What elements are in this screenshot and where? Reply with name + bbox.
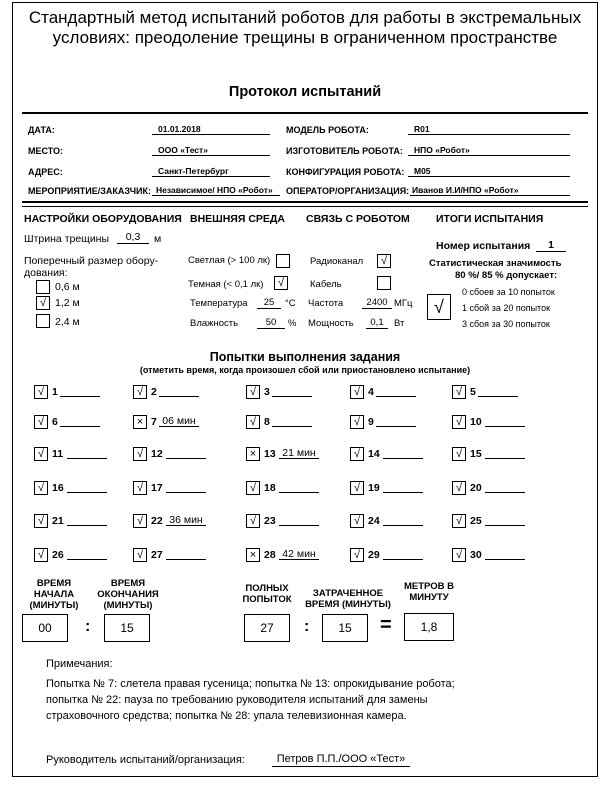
temperature-label: Температура bbox=[190, 298, 248, 309]
equipment-heading: НАСТРОЙКИ ОБОРУДОВАНИЯ bbox=[24, 213, 182, 225]
attempts-heading: Попытки выполнения задания bbox=[209, 350, 401, 364]
attempt-27-number: 27 bbox=[151, 549, 163, 561]
header-bottom-rule-thin bbox=[22, 206, 588, 207]
attempt-13-time[interactable]: 21 мин bbox=[279, 448, 319, 459]
attempt-12-time[interactable] bbox=[166, 448, 206, 459]
protocol-title: Протокол испытаний bbox=[228, 84, 382, 100]
attempt-28-time[interactable]: 42 мин bbox=[279, 549, 319, 560]
attempt-10-checkbox[interactable]: √ bbox=[452, 415, 466, 429]
frequency-value: 2400 bbox=[362, 297, 392, 309]
attempt-27-time[interactable] bbox=[166, 549, 206, 560]
attempt-19-checkbox[interactable]: √ bbox=[350, 481, 364, 495]
attempt-18-checkbox[interactable]: √ bbox=[246, 481, 260, 495]
stat-option-1: 0 сбоев за 10 попыток bbox=[462, 287, 555, 297]
attempt-4-time[interactable] bbox=[376, 386, 416, 397]
transverse-label-1: Поперечный размер обору- bbox=[24, 255, 159, 267]
stat-checkbox[interactable]: √ bbox=[427, 294, 451, 320]
end-time-label: ВРЕМЯ ОКОНЧАНИЯ (МИНУТЫ) bbox=[97, 578, 159, 611]
attempt-29-time[interactable] bbox=[383, 549, 423, 560]
operator-label: ОПЕРАТОР/ОРГАНИЗАЦИЯ: bbox=[286, 186, 410, 196]
attempt-5-time[interactable] bbox=[478, 386, 518, 397]
attempt-22-number: 22 bbox=[151, 515, 163, 527]
attempt-2-time[interactable] bbox=[159, 386, 199, 397]
attempt-6-checkbox[interactable]: √ bbox=[34, 415, 48, 429]
attempt-14-number: 14 bbox=[368, 448, 380, 460]
stat-option-2: 1 сбой за 20 попыток bbox=[462, 303, 551, 313]
radio-checkbox[interactable]: √ bbox=[377, 254, 391, 268]
stat-option-3: 3 сбоя за 30 попыток bbox=[462, 319, 550, 329]
attempt-20-number: 20 bbox=[470, 482, 482, 494]
attempt-8-time[interactable] bbox=[272, 416, 312, 427]
document-title: Стандартный метод испытаний роботов для работы в экстремальных условиях: преодоление трещины в ограниченном пространстве bbox=[28, 8, 582, 47]
size-1-2-checkbox[interactable]: √ bbox=[36, 296, 50, 310]
attempt-6-time[interactable] bbox=[60, 416, 100, 427]
attempt-24-checkbox[interactable]: √ bbox=[350, 514, 364, 528]
attempt-5-checkbox[interactable]: √ bbox=[452, 385, 466, 399]
attempt-17-time[interactable] bbox=[166, 482, 206, 493]
dark-checkbox[interactable]: √ bbox=[274, 276, 288, 290]
stat-label-2: 80 %/ 85 % допускает: bbox=[455, 270, 558, 281]
crack-width-value: 0,3 bbox=[117, 231, 149, 244]
attempt-26-time[interactable] bbox=[67, 549, 107, 560]
attempt-26-number: 26 bbox=[52, 549, 64, 561]
attempt-9-time[interactable] bbox=[376, 416, 416, 427]
supervisor-value: Петров П.П./ООО «Тест» bbox=[272, 752, 410, 767]
attempt-15-checkbox[interactable]: √ bbox=[452, 447, 466, 461]
attempt-10-number: 10 bbox=[470, 416, 482, 428]
results-heading: ИТОГИ ИСПЫТАНИЯ bbox=[436, 213, 544, 225]
time-colon: : bbox=[85, 618, 91, 635]
spent-time-box: 15 bbox=[322, 614, 368, 642]
attempt-21-time[interactable] bbox=[67, 515, 107, 526]
meters-per-minute-label: МЕТРОВ В МИНУТУ bbox=[403, 581, 454, 603]
environment-heading: ВНЕШНЯЯ СРЕДА bbox=[190, 213, 285, 225]
attempt-19-time[interactable] bbox=[383, 482, 423, 493]
comms-heading: СВЯЗЬ С РОБОТОМ bbox=[306, 213, 410, 225]
size-2-4-checkbox[interactable] bbox=[36, 314, 50, 328]
stat-label-1: Статистическая значимость bbox=[429, 258, 562, 269]
model-value: R01 bbox=[408, 124, 570, 135]
light-checkbox[interactable] bbox=[276, 254, 290, 268]
attempt-18-time[interactable] bbox=[279, 482, 319, 493]
attempt-7-number: 7 bbox=[151, 416, 157, 428]
attempt-30-checkbox[interactable]: √ bbox=[452, 548, 466, 562]
attempt-20-time[interactable] bbox=[485, 482, 525, 493]
spent-time-label: ЗАТРАЧЕННОЕ ВРЕМЯ (МИНУТЫ) bbox=[305, 588, 391, 610]
cable-checkbox[interactable] bbox=[377, 276, 391, 290]
attempt-6-number: 6 bbox=[52, 416, 58, 428]
humidity-label: Влажность bbox=[190, 318, 239, 329]
test-number-value: 1 bbox=[536, 239, 566, 252]
dark-label: Темная (< 0,1 лк) bbox=[188, 279, 264, 290]
notes-line-3: страховочного средства; попытка № 28: упала телевизионная камера. bbox=[46, 710, 407, 722]
attempt-12-checkbox[interactable]: √ bbox=[133, 447, 147, 461]
crack-width-unit: м bbox=[154, 233, 162, 245]
attempt-1-number: 1 bbox=[52, 386, 58, 398]
test-number-label: Номер испытания bbox=[436, 240, 531, 252]
attempt-18-number: 18 bbox=[264, 482, 276, 494]
attempt-3-time[interactable] bbox=[272, 386, 312, 397]
date-value: 01.01.2018 bbox=[152, 124, 270, 135]
attempt-19-number: 19 bbox=[368, 482, 380, 494]
attempt-25-number: 25 bbox=[470, 515, 482, 527]
equals-sign: = bbox=[380, 614, 392, 636]
attempt-26-checkbox[interactable]: √ bbox=[34, 548, 48, 562]
transverse-label-2: дования: bbox=[24, 267, 68, 279]
size-1-2-label: 1,2 м bbox=[55, 297, 80, 309]
model-label: МОДЕЛЬ РОБОТА: bbox=[286, 125, 369, 135]
attempt-11-checkbox[interactable]: √ bbox=[34, 447, 48, 461]
attempt-20-checkbox[interactable]: √ bbox=[452, 481, 466, 495]
attempt-12-number: 12 bbox=[151, 448, 163, 460]
start-time-label: ВРЕМЯ НАЧАЛА (МИНУТЫ) bbox=[29, 578, 79, 611]
frequency-unit: МГц bbox=[394, 298, 413, 309]
radio-label: Радиоканал bbox=[310, 256, 364, 267]
place-value: ООО «Тест» bbox=[152, 145, 270, 156]
attempt-25-checkbox[interactable]: √ bbox=[452, 514, 466, 528]
attempt-8-checkbox[interactable]: √ bbox=[246, 415, 260, 429]
maker-label: ИЗГОТОВИТЕЛЬ РОБОТА: bbox=[286, 146, 403, 156]
supervisor-label: Руководитель испытаний/организация: bbox=[46, 754, 245, 766]
attempt-30-number: 30 bbox=[470, 549, 482, 561]
meters-per-minute-box: 1,8 bbox=[404, 613, 454, 641]
attempt-10-time[interactable] bbox=[485, 416, 525, 427]
attempt-17-checkbox[interactable]: √ bbox=[133, 481, 147, 495]
notes-line-2: попытка № 22: пауза по требованию руководителя испытаний для замены bbox=[46, 694, 428, 706]
attempt-9-number: 9 bbox=[368, 416, 374, 428]
attempt-15-time[interactable] bbox=[485, 448, 525, 459]
end-time-box: 15 bbox=[104, 614, 150, 642]
attempt-2-number: 2 bbox=[151, 386, 157, 398]
attempt-16-number: 16 bbox=[52, 482, 64, 494]
attempt-23-checkbox[interactable]: √ bbox=[246, 514, 260, 528]
config-label: КОНФИГУРАЦИЯ РОБОТА: bbox=[286, 167, 405, 177]
size-2-4-label: 2,4 м bbox=[55, 316, 80, 328]
config-value: M05 bbox=[408, 166, 570, 177]
attempt-8-number: 8 bbox=[264, 416, 270, 428]
attempt-24-number: 24 bbox=[368, 515, 380, 527]
attempt-21-number: 21 bbox=[52, 515, 64, 527]
attempt-25-time[interactable] bbox=[485, 515, 525, 526]
humidity-value: 50 bbox=[257, 317, 285, 329]
full-attempts-label: ПОЛНЫХ ПОПЫТОК bbox=[242, 583, 292, 605]
header-top-rule bbox=[22, 112, 588, 114]
attempts-subheading: (отметить время, когда произошел сбой или приостановлено испытание) bbox=[139, 365, 471, 375]
attempt-5-number: 5 bbox=[470, 386, 476, 398]
event-label: МЕРОПРИЯТИЕ/ЗАКАЗЧИК: bbox=[28, 186, 151, 196]
crack-width-label: Штрина трещины bbox=[24, 233, 110, 245]
date-label: ДАТА: bbox=[28, 125, 55, 135]
humidity-unit: % bbox=[288, 318, 297, 329]
attempt-16-time[interactable] bbox=[67, 482, 107, 493]
attempt-14-checkbox[interactable]: √ bbox=[350, 447, 364, 461]
temperature-value: 25 bbox=[257, 297, 281, 309]
attempt-3-checkbox[interactable]: √ bbox=[246, 385, 260, 399]
attempt-16-checkbox[interactable]: √ bbox=[34, 481, 48, 495]
attempt-14-time[interactable] bbox=[383, 448, 423, 459]
size-0-6-label: 0,6 м bbox=[55, 281, 80, 293]
event-value: Независимое/ НПО «Робот» bbox=[152, 185, 280, 196]
attempt-27-checkbox[interactable]: √ bbox=[133, 548, 147, 562]
size-0-6-checkbox[interactable] bbox=[36, 280, 50, 294]
address-value: Санкт-Петербург bbox=[152, 166, 270, 177]
attempt-17-number: 17 bbox=[151, 482, 163, 494]
attempt-11-number: 11 bbox=[52, 448, 64, 460]
attempt-11-time[interactable] bbox=[67, 448, 107, 459]
place-label: МЕСТО: bbox=[28, 146, 64, 156]
attempt-9-checkbox[interactable]: √ bbox=[350, 415, 364, 429]
power-unit: Вт bbox=[394, 318, 405, 329]
attempt-24-time[interactable] bbox=[383, 515, 423, 526]
notes-heading: Примечания: bbox=[46, 658, 113, 670]
attempt-28-checkbox[interactable]: × bbox=[246, 548, 260, 562]
attempt-15-number: 15 bbox=[470, 448, 482, 460]
attempt-28-number: 28 bbox=[264, 549, 276, 561]
full-attempts-box: 27 bbox=[244, 614, 290, 642]
address-label: АДРЕС: bbox=[28, 167, 63, 177]
temperature-unit: °С bbox=[285, 298, 296, 309]
attempt-22-checkbox[interactable]: √ bbox=[133, 514, 147, 528]
attempt-21-checkbox[interactable]: √ bbox=[34, 514, 48, 528]
attempt-1-time[interactable] bbox=[60, 386, 100, 397]
start-time-box: 00 bbox=[22, 614, 68, 642]
attempt-13-checkbox[interactable]: × bbox=[246, 447, 260, 461]
header-bottom-rule bbox=[22, 201, 588, 203]
ratio-colon: : bbox=[304, 618, 310, 635]
maker-value: НПО «Робот» bbox=[408, 145, 570, 156]
attempt-1-checkbox[interactable]: √ bbox=[34, 385, 48, 399]
attempt-29-number: 29 bbox=[368, 549, 380, 561]
attempt-23-number: 23 bbox=[264, 515, 276, 527]
light-label: Светлая (> 100 лк) bbox=[188, 255, 271, 266]
attempt-7-time[interactable]: 06 мин bbox=[159, 416, 199, 427]
attempt-30-time[interactable] bbox=[485, 549, 525, 560]
attempt-2-checkbox[interactable]: √ bbox=[133, 385, 147, 399]
cable-label: Кабель bbox=[310, 279, 342, 290]
frequency-label: Частота bbox=[308, 298, 344, 309]
attempt-4-checkbox[interactable]: √ bbox=[350, 385, 364, 399]
attempt-3-number: 3 bbox=[264, 386, 270, 398]
attempt-13-number: 13 bbox=[264, 448, 276, 460]
attempt-4-number: 4 bbox=[368, 386, 374, 398]
operator-value: Иванов И.И/НПО «Робот» bbox=[410, 185, 570, 196]
attempt-29-checkbox[interactable]: √ bbox=[350, 548, 364, 562]
attempt-22-time[interactable]: 36 мин bbox=[166, 515, 206, 526]
power-label: Мощность bbox=[308, 318, 354, 329]
power-value: 0,1 bbox=[366, 317, 388, 329]
attempt-23-time[interactable] bbox=[279, 515, 319, 526]
attempt-7-checkbox[interactable]: × bbox=[133, 415, 147, 429]
notes-line-1: Попытка № 7: слетела правая гусеница; попытка № 13: опрокидывание робота; bbox=[46, 678, 455, 690]
